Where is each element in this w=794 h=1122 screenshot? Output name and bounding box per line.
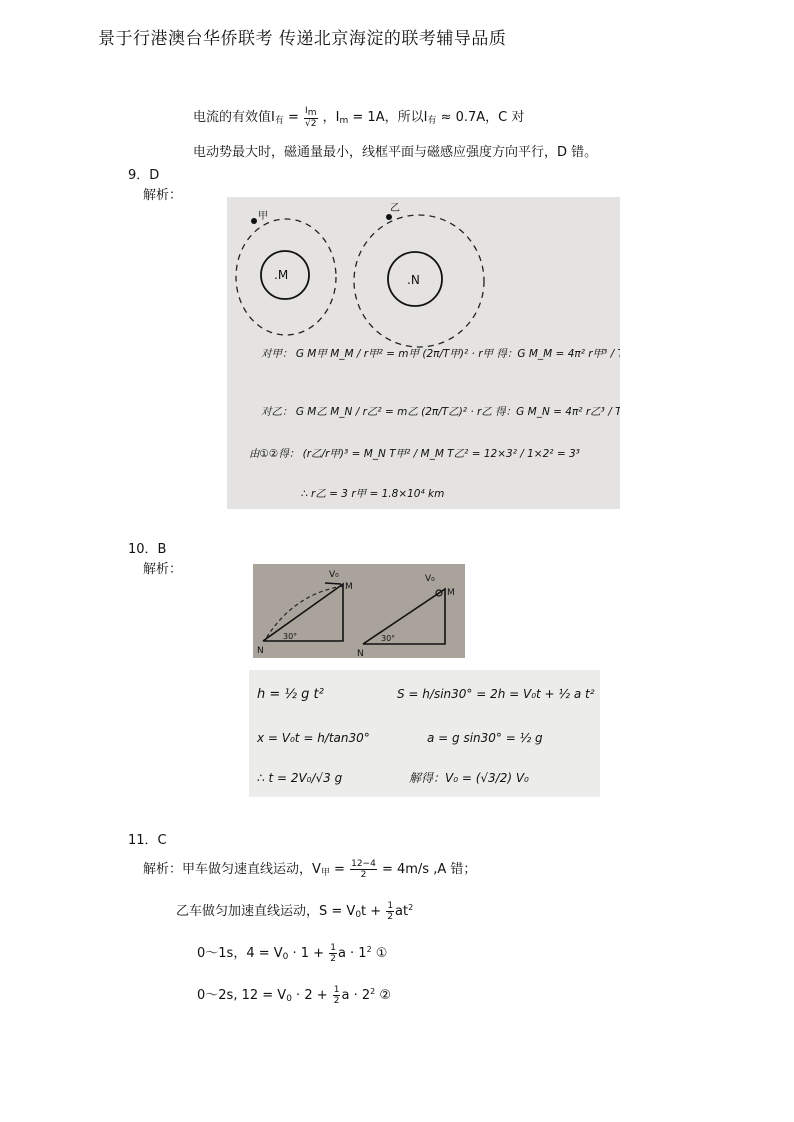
- q11-l3-half: $\frac{1}{2}$: [330, 943, 336, 964]
- q11-l3-end: a · 1: [337, 946, 367, 961]
- q8-frac-den: √2: [305, 119, 317, 129]
- q9-eq-row1: 对甲： G M甲 M_M / r甲² = m甲 (2π/T甲)² · r甲 得：G M_M = 4π² r甲³ / T甲² ①: [261, 348, 620, 360]
- q11-line1: 解析：甲车做匀速直线运动，$V_甲$ = $\frac{12-4}{2}$ = 4m/s ,A 错；: [143, 859, 477, 880]
- q8-frac-num: I: [305, 106, 308, 116]
- satellite-jia: [251, 218, 257, 224]
- q11-l2-half: $\frac{1}{2}$: [387, 901, 394, 922]
- satellite-jia-label: 甲: [258, 211, 268, 222]
- q11-l1-end: = 4m/s ,A 错；: [377, 862, 477, 877]
- planet-n-label: .N: [407, 273, 420, 287]
- q9-hand-svg: [227, 197, 620, 509]
- left-m-label: M: [345, 582, 353, 592]
- left-n-label: N: [257, 646, 264, 656]
- right-v0-label: V₀: [425, 574, 435, 584]
- q10-eq2: x = V₀t = h/tan30°: [257, 731, 370, 745]
- q11-line3: 0～1s，$4 = V_0 \cdot 1$ + $\frac{1}{2}$ $a \cdot 1^2$ ①: [197, 943, 388, 964]
- q11-l1-fraction: [350, 859, 377, 880]
- q8-mid-sub: m: [339, 116, 349, 126]
- q11-l2-sub: 0: [355, 910, 362, 920]
- q9-number: 9．D: [128, 168, 160, 183]
- q11-l4-circ: ②: [375, 988, 392, 1003]
- q11-l4-mid: · 2 +: [291, 988, 332, 1003]
- q8-end: ≈ 0.7A，C 对: [436, 110, 525, 125]
- q10-eq5: a = g sin30° = ½ g: [427, 731, 543, 745]
- q11-l1-text: 解析：甲车做匀速直线运动，V: [143, 862, 321, 877]
- q11-l1-den: 2: [360, 870, 367, 880]
- q8-fraction: [304, 106, 317, 129]
- q8-sub: 有: [274, 116, 284, 126]
- q11-l4-text: 0～2s, 12 = V: [197, 988, 287, 1003]
- q8-d-line: 电动势最大时，磁通量最小，线框平面与磁感应强度方向平行，D 错。: [193, 145, 598, 160]
- q8-text: 电流的有效值I: [193, 110, 275, 125]
- q9-eq-row3: 由①②得： (r乙/r甲)³ = M_N T甲² / M_M T乙² = 12×3² / 1×2² = 3³: [249, 448, 580, 460]
- right-m-label: M: [447, 588, 455, 598]
- q11-l2-end: at: [395, 904, 409, 919]
- q8-mid2-sub: 有: [427, 116, 437, 126]
- q9-eq-row2: 对乙： G M乙 M_N / r乙² = m乙 (2π/T乙)² · r乙 得：G M_N = 4π² r乙³ / T乙² ②: [261, 406, 620, 418]
- q11-l2-text: 乙车做匀加速直线运动，S = V: [176, 904, 356, 919]
- satellite-yi: [386, 214, 392, 220]
- q11-l2-mid: t +: [361, 904, 386, 919]
- left-v0-label: V₀: [329, 570, 339, 580]
- q8-mid: ，I: [322, 110, 340, 125]
- q8-rms-line: 电流的有效值$I_有$ = $\frac{Im}{√2}$ ，$I_m = 1A$，所以$I_有 \approx 0.7A$，C 对: [193, 106, 525, 129]
- page-header: 景于行港澳台华侨联考 传递北京海淀的联考辅导品质: [98, 29, 507, 49]
- right-n-label: N: [357, 649, 364, 658]
- left-incline: [263, 584, 343, 641]
- q11-l3-circ: ①: [371, 946, 388, 961]
- q11-number: 11．C: [128, 833, 167, 848]
- q10-eq3: ∴ t = 2V₀/√3 g: [257, 771, 343, 785]
- left-angle-label: 30°: [283, 632, 298, 641]
- satellite-yi-label: 乙: [390, 203, 400, 214]
- left-v0-arrow: [325, 583, 341, 584]
- q11-line4: 0～2s, $12 = V_0 \cdot 2$ + $\frac{1}{2}$ $a \cdot 2^2$ ②: [197, 985, 392, 1006]
- q10-diagram-photo: [253, 564, 465, 658]
- q11-line2: 乙车做匀加速直线运动，$S = V_0t$ + $\frac{1}{2}$ $at^2$: [176, 901, 414, 922]
- q9-analysis-label: 解析：: [143, 188, 183, 203]
- q11-l1-sub: 甲: [320, 868, 330, 878]
- q9-eq-row4: ∴ r乙 = 3 r甲 = 1.8×10⁴ km: [301, 488, 445, 500]
- right-incline: [363, 589, 445, 644]
- q10-handwritten-photo: [249, 670, 600, 797]
- q10-eq1: h = ½ g t²: [257, 687, 324, 702]
- planet-m-label: .M: [274, 268, 289, 282]
- q11-l3-text: 0～1s，4 = V: [197, 946, 283, 961]
- q11-l4-half: $\frac{1}{2}$: [333, 985, 340, 1006]
- q10-hand-svg: [249, 670, 600, 797]
- q10-number: 10．B: [128, 542, 167, 557]
- q10-analysis-label: 解析：: [143, 562, 183, 577]
- q10-eq6: 解得：V₀ = (√3/2) V₀: [409, 771, 529, 785]
- q9-handwritten-photo: [227, 197, 620, 509]
- q8-frac-num-sub: m: [307, 108, 317, 118]
- q10-diagram-svg: [253, 564, 465, 658]
- q11-l4-end: a · 2: [341, 988, 371, 1003]
- q11-l3-mid: · 1 +: [288, 946, 329, 961]
- q8-mid2: = 1A，所以I: [348, 110, 428, 125]
- q10-eq4: S = h/sin30° = 2h = V₀t + ½ a t²: [397, 687, 595, 701]
- q11-l1-num: 12−4: [351, 859, 376, 869]
- right-angle-label: 30°: [381, 634, 396, 643]
